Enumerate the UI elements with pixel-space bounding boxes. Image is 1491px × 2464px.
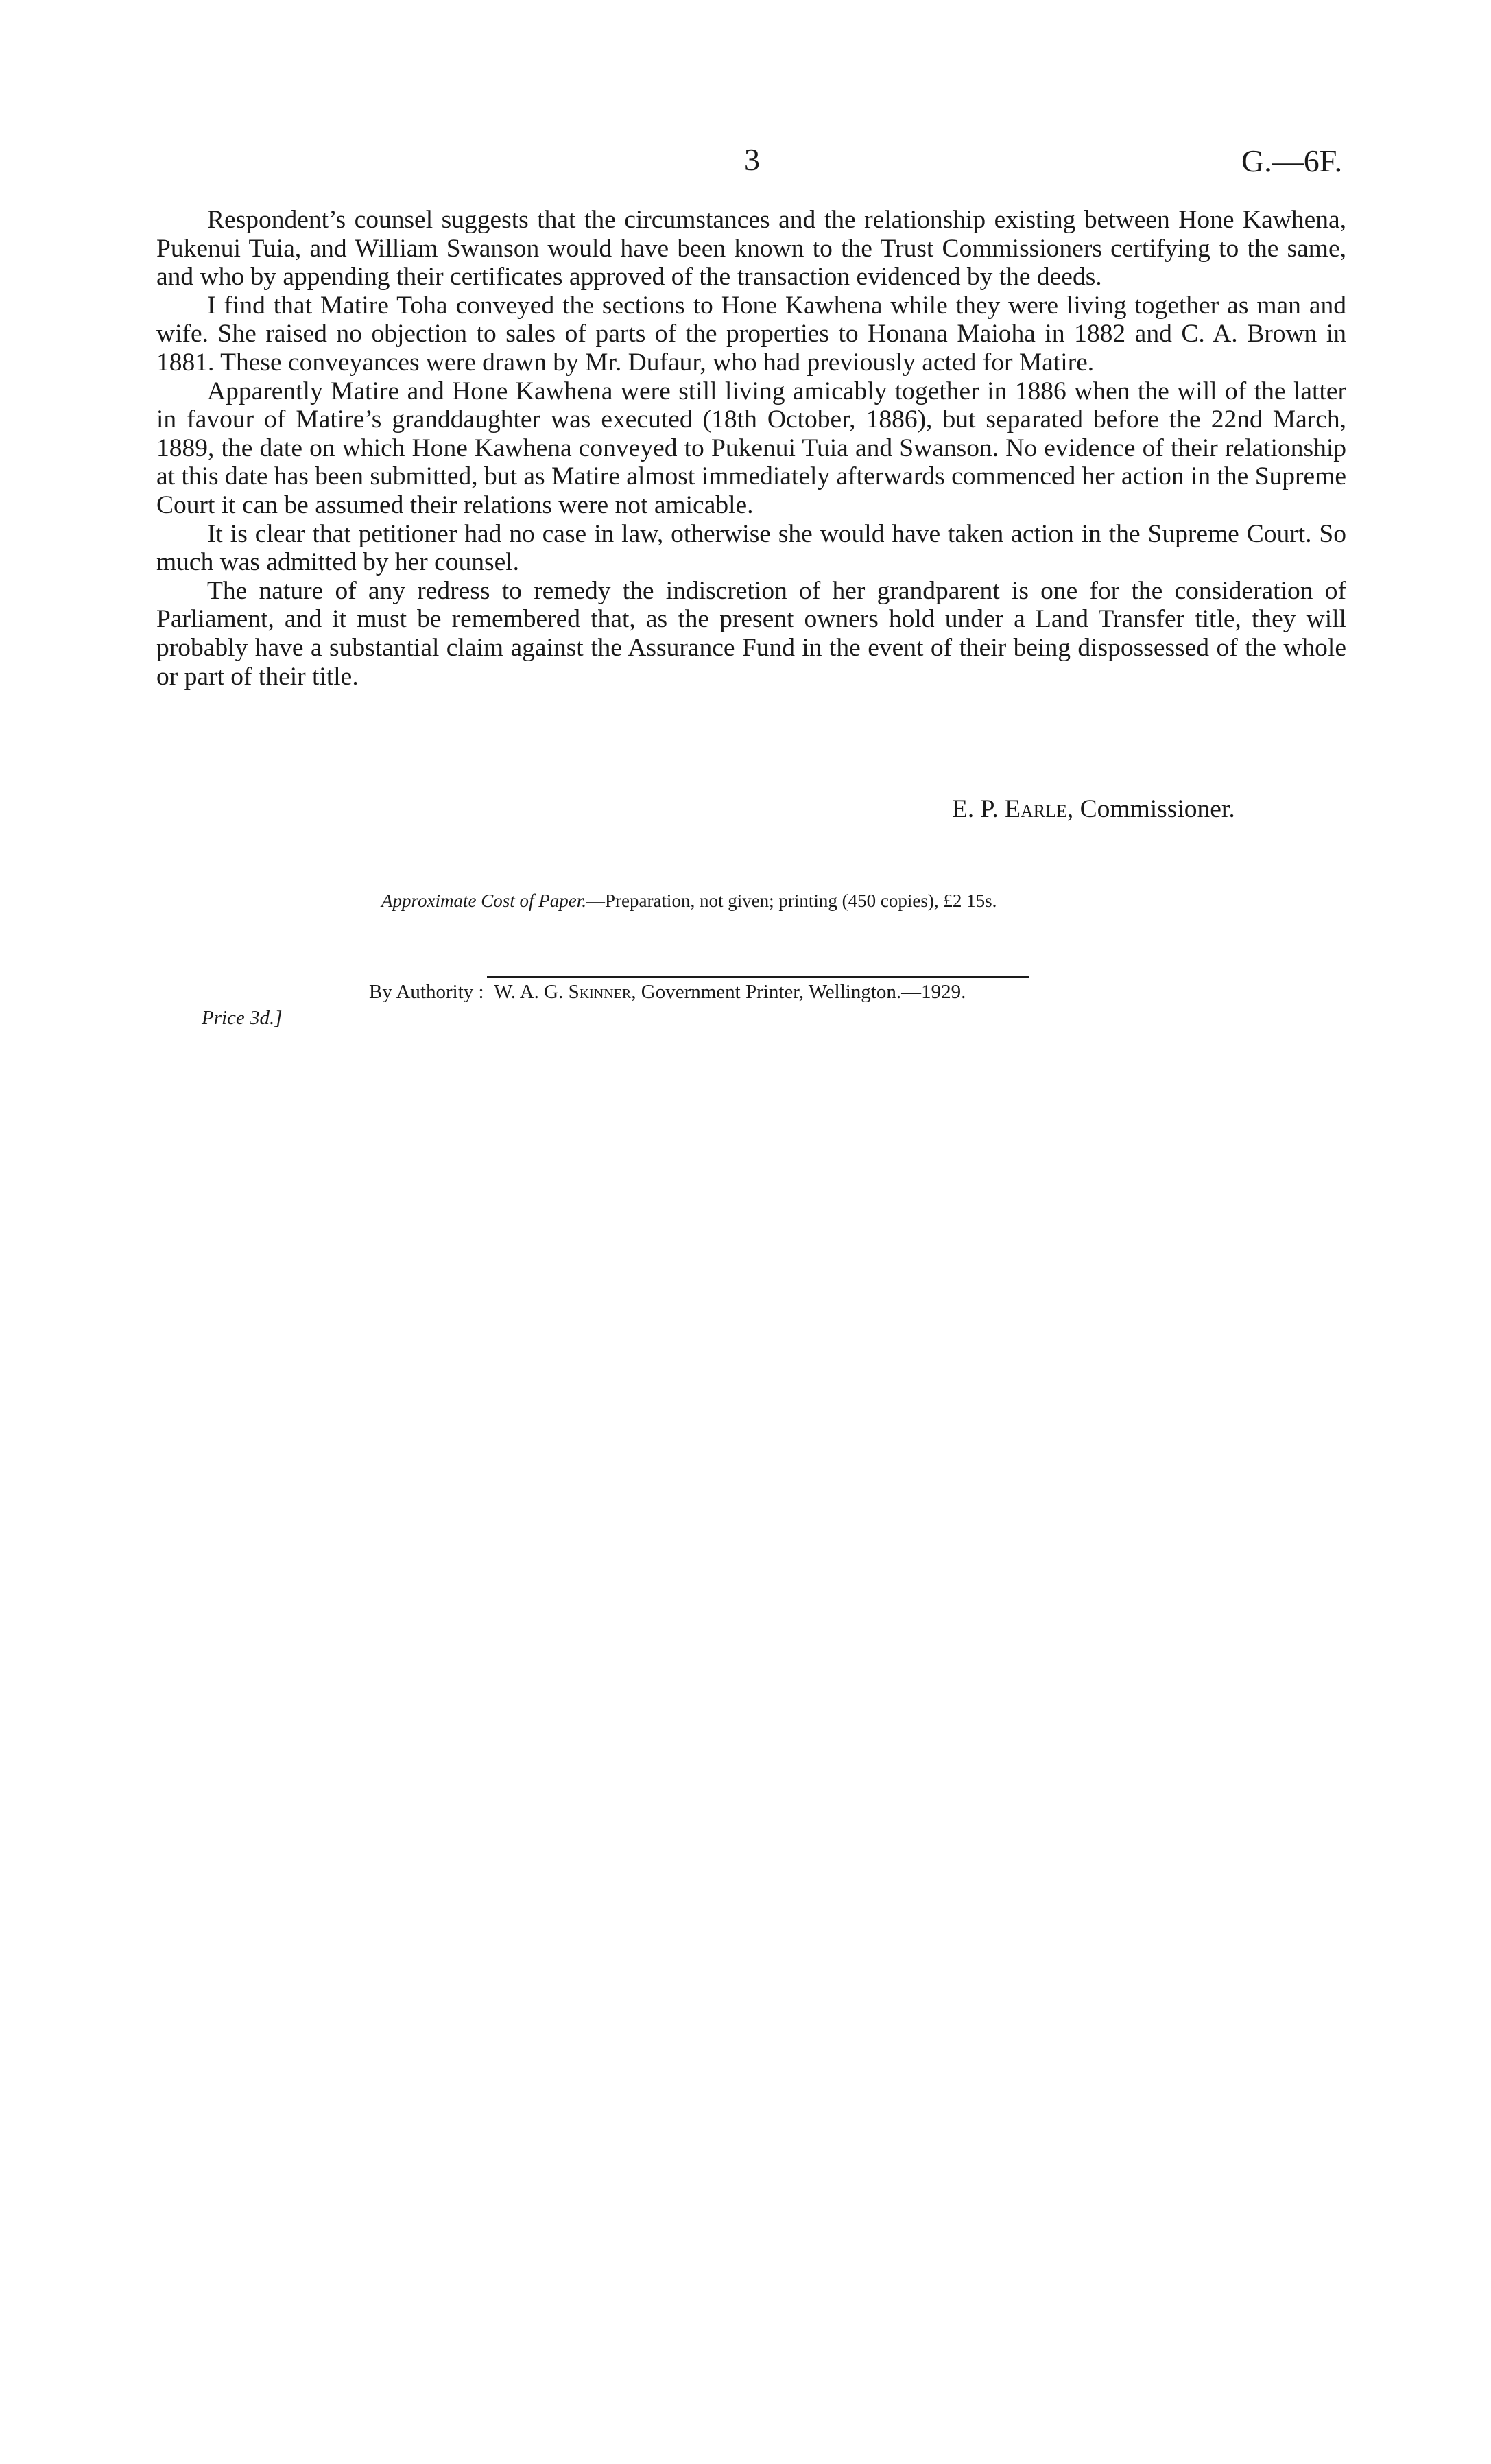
divider-rule (487, 976, 1029, 978)
page-number: 3 (744, 142, 760, 177)
cost-text: —Preparation, not given; printing (450 copies), £2 15s. (586, 890, 997, 911)
paragraph-no-case-in-law: It is clear that petitioner had no case in law, otherwise she would have taken action in the Supreme Court. So much was admitted by her counsel. (156, 519, 1346, 577)
authority-prefix: By Authority : (369, 981, 484, 1003)
paragraph-finding: I find that Matire Toha conveyed the sections to Hone Kawhena while they were living together as man and wife. She raised no objection to sales of parts of the properties to Honana Maioha in 1882 and C. A. Brown in 1881. These conveyances were drawn by Mr. Dufaur, who had previously acted for Matire. (156, 291, 1346, 377)
cost-of-paper-note (381, 890, 997, 912)
paragraph-redress: The nature of any redress to remedy the indiscretion of her grandparent is one for the consideration of Parliament, and it must be remembered that, as the present owners hold under a Land Transfer title, they will probably have a substantial claim against the Assurance Fund in the event of their being dispossessed of the whole or part of their title. (156, 576, 1346, 691)
paragraph-respondent-counsel: Respondent’s counsel suggests that the circumstances and the relationship existing between Hone Kawhena, Pukenui Tuia, and William Swanson would have been known to the Trust Commissioners certifying to the same, and who by appending their certificates approved of the transaction evidenced by the deeds. (156, 206, 1346, 292)
price-note: Price 3d.] (202, 1007, 283, 1029)
printer-initials: W. A. G. (494, 981, 564, 1003)
printer-name: Skinner (568, 981, 632, 1003)
document-reference-prefix: G.—6 (1241, 143, 1320, 178)
document-reference (1241, 143, 1342, 179)
cost-label: Approximate Cost of Paper. (381, 890, 586, 911)
signature-title: , Commissioner. (1066, 795, 1235, 823)
signature-name: Earle (1005, 795, 1067, 823)
commissioner-signature (952, 794, 1235, 824)
authority-suffix: , Government Printer, Wellington.—1929. (631, 981, 966, 1003)
paragraph-separation: Apparently Matire and Hone Kawhena were still living amicably together in 1886 when the will of the latter in favour of Matire’s granddaughter was executed (18th October, 1886), but separated before the 22nd March, 1889, the date on which Hone Kawhena conveyed to Pukenui Tuia and Swanson. No evidence of their relationship at this date has been submitted, but as Matire almost immediately afterwards commenced her action in the Supreme Court it can be assumed their relations were not amicable. (156, 377, 1346, 519)
body-text (156, 206, 1346, 691)
printer-authority (369, 981, 966, 1004)
document-reference-suffix: F. (1319, 143, 1343, 178)
signature-initials: E. P. (952, 795, 999, 823)
